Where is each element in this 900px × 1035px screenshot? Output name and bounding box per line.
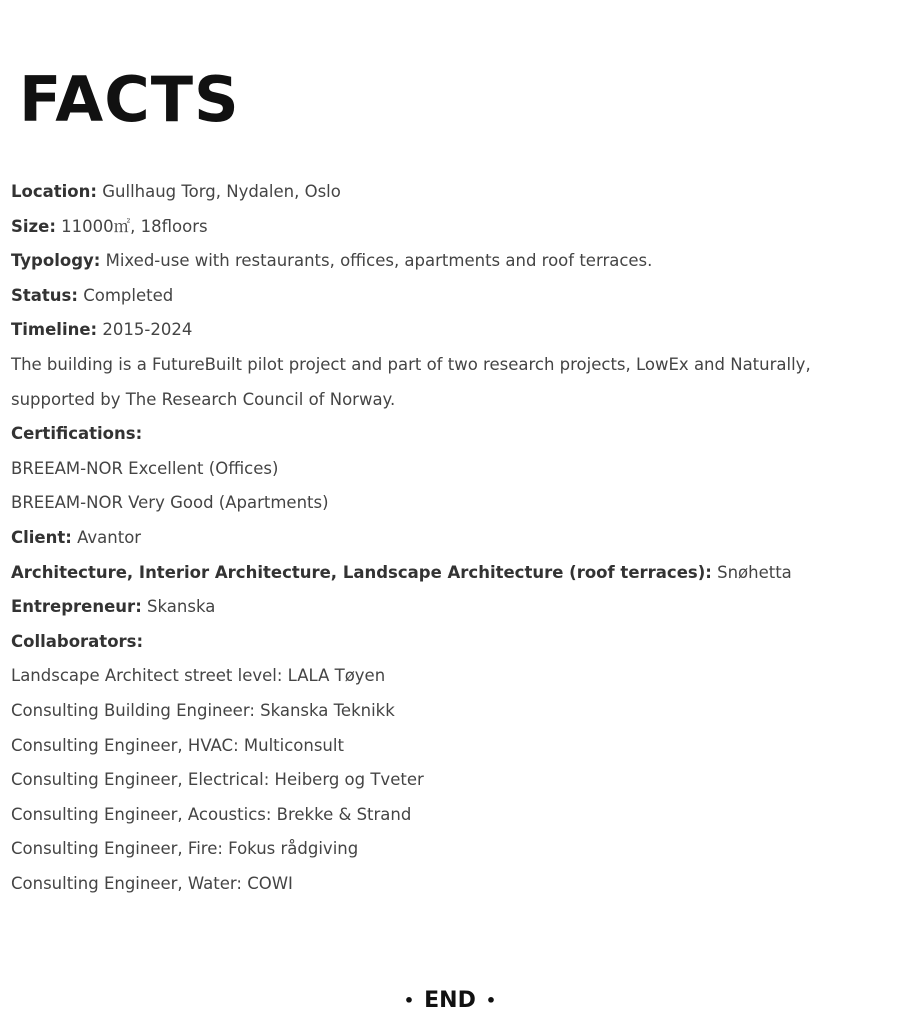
fact-location (11, 175, 891, 210)
fact-value: Avantor (71, 527, 142, 547)
fact-value: Mixed-use with restaurants, offices, apartments and roof terraces. (100, 251, 653, 271)
page-title: FACTS (19, 63, 240, 136)
fact-value: 2015-2024 (97, 320, 193, 340)
fact-client (11, 521, 891, 556)
collaborator-item: Consulting Engineer, Acoustics: Brekke & Strand (11, 804, 412, 824)
fact-entrepreneur (11, 590, 891, 625)
certification-item: BREEAM-NOR Very Good (Apartments) (11, 493, 329, 513)
fact-status (11, 279, 891, 314)
fact-timeline (11, 313, 891, 348)
collaborator-item: Consulting Engineer, Fire: Fokus rådgiving (11, 839, 359, 859)
fact-label: Client: (11, 527, 72, 547)
collaborator-item: Consulting Building Engineer: Skanska Teknikk (11, 700, 395, 720)
fact-label: Architecture, Interior Architecture, Landscape Architecture (roof terraces): (11, 562, 712, 582)
fact-collaborators-heading (11, 625, 891, 660)
fact-label: Location: (11, 182, 97, 201)
fact-value: Skanska (141, 597, 216, 617)
fact-typology (11, 244, 891, 279)
description-text: The building is a FutureBuilt pilot project and part of two research projects, LowEx and Naturally, supported by The Research Council of Norway. (11, 354, 811, 409)
fact-certifications-heading (11, 417, 891, 452)
collaborator-item: Consulting Engineer, HVAC: Multiconsult (11, 735, 344, 755)
collaborator-item: Landscape Architect street level: LALA Tøyen (11, 666, 386, 686)
bullet-dot-right: • (485, 991, 497, 1010)
fact-label: Status: (11, 285, 78, 305)
bullet-dot-left: • (403, 991, 415, 1010)
fact-description (11, 348, 891, 417)
fact-label: Entrepreneur: (11, 597, 142, 617)
fact-label: Timeline: (11, 320, 98, 340)
fact-label: Certifications: (11, 424, 143, 444)
fact-label: Typology: (11, 251, 101, 271)
collaborator-item: Consulting Engineer, Electrical: Heiberg og Tveter (11, 770, 424, 790)
fact-value: 11000㎡, 18floors (55, 216, 208, 236)
fact-value: Gullhaug Torg, Nydalen, Oslo (97, 182, 341, 201)
fact-size (11, 210, 891, 245)
end-marker (0, 984, 900, 1018)
fact-value: Completed (77, 285, 174, 305)
facts-list (11, 175, 891, 901)
fact-label: Size: (11, 216, 56, 236)
fact-label: Collaborators: (11, 631, 144, 651)
fact-architecture (11, 556, 891, 591)
end-label: END (424, 988, 476, 1013)
fact-value: Snøhetta (711, 562, 792, 582)
collaborator-item: Consulting Engineer, Water: COWI (11, 873, 293, 893)
certification-item: BREEAM-NOR Excellent (Offices) (11, 458, 279, 478)
